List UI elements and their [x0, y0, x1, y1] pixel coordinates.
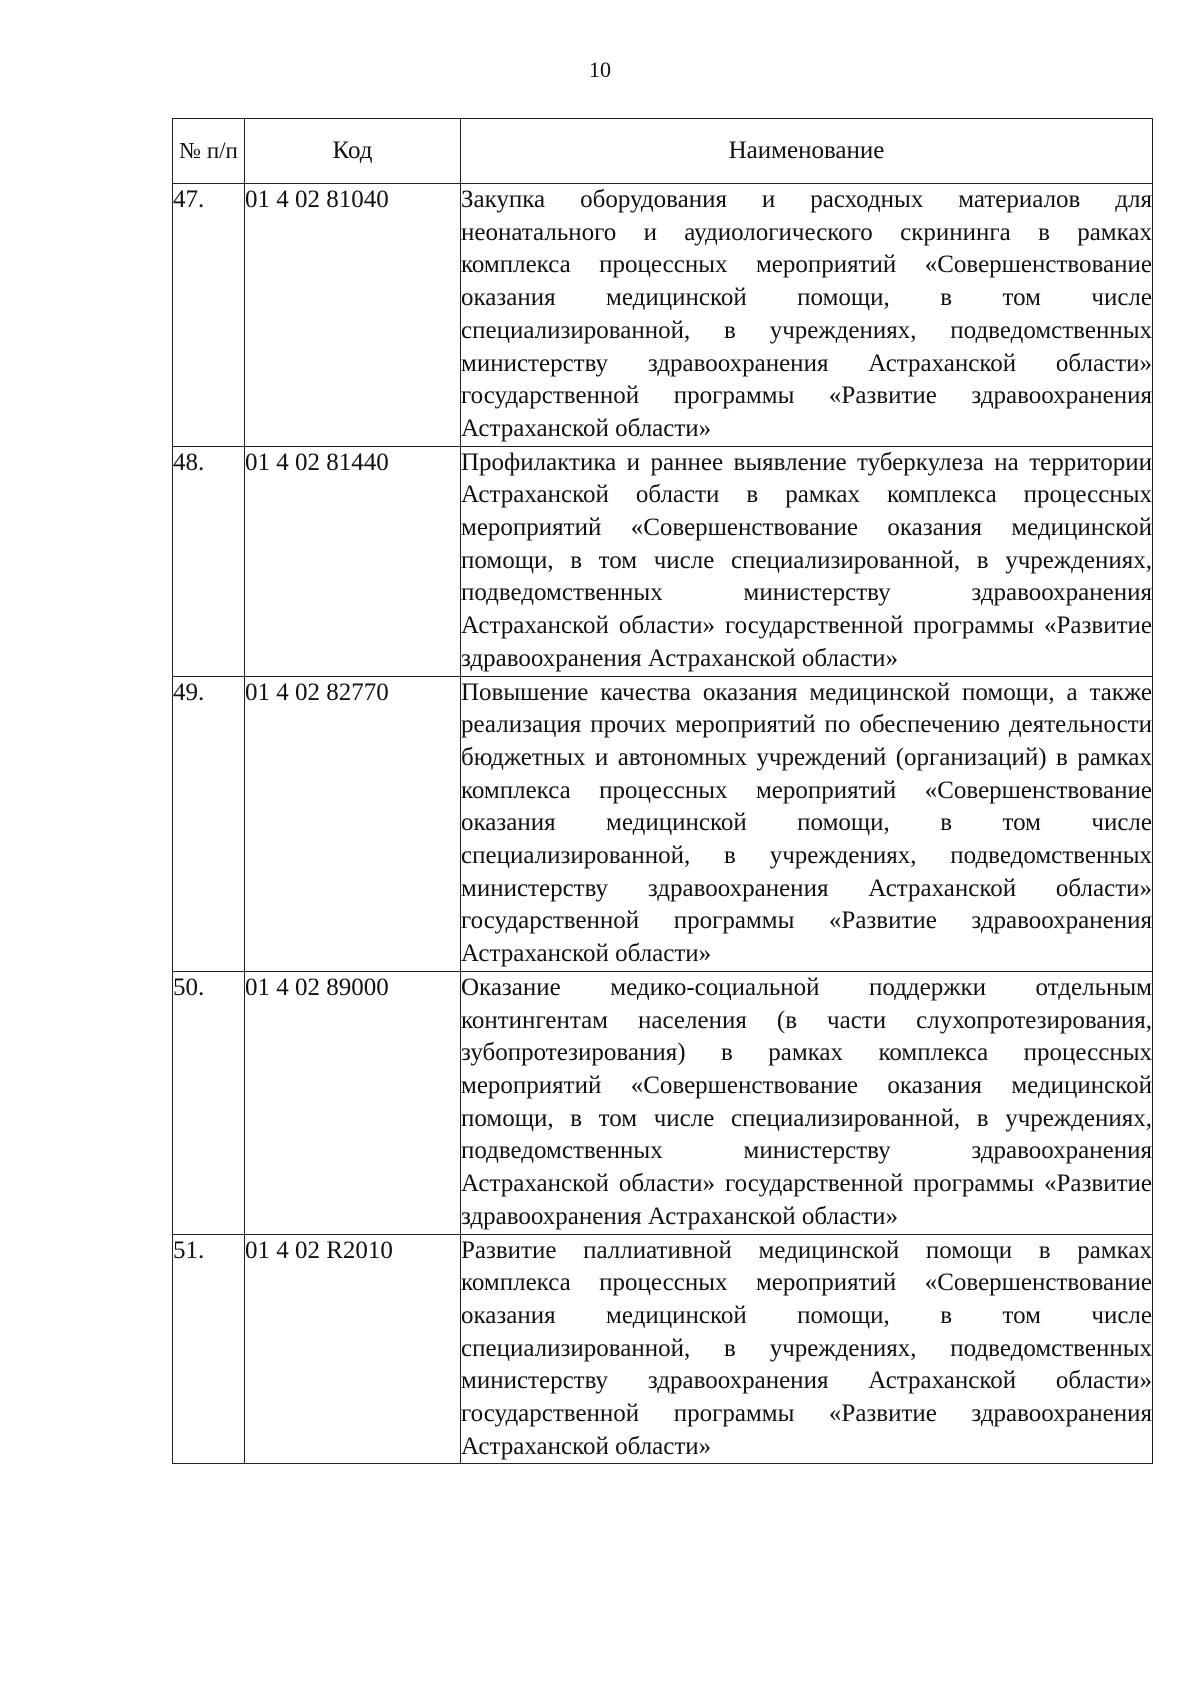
- row-code: 01 4 02 81440: [245, 446, 461, 676]
- header-code: Код: [245, 119, 461, 184]
- header-num: № п/п: [173, 119, 245, 184]
- table-body: [173, 184, 1153, 1464]
- row-name: Повышение качества оказания медицинской помощи, а также реализация прочих мероприятий по обеспечению деятельности бюджетных и автономных учреждений (организаций) в рамках комплекса процессных мероприятий «Совершенствование оказания медицинской помощи, в том числе специализированной, в учреждениях, подведомственных министерству здравоохранения Астраханской области» государственной программы «Развитие здравоохранения Астраханской области»: [461, 676, 1153, 971]
- row-name: Развитие паллиативной медицинской помощи в рамках комплекса процессных мероприятий «Совершенствование оказания медицинской помощи, в том числе специализированной, в учреждениях, подведомственных министерству здравоохранения Астраханской области» государственной программы «Развитие здравоохранения Астраханской области»: [461, 1234, 1153, 1464]
- row-number: 51.: [173, 1234, 245, 1464]
- row-code: 01 4 02 89000: [245, 971, 461, 1234]
- row-code: 01 4 02 82770: [245, 676, 461, 971]
- row-name: Профилактика и раннее выявление туберкулеза на территории Астраханской области в рамках комплекса процессных мероприятий «Совершенствование оказания медицинской помощи, в том числе специализированной, в учреждениях, подведомственных министерству здравоохранения Астраханской области» государственной программы «Развитие здравоохранения Астраханской области»: [461, 446, 1153, 676]
- row-number: 47.: [173, 184, 245, 447]
- header-row: [173, 119, 1153, 184]
- row-number: 50.: [173, 971, 245, 1234]
- table-row: [173, 676, 1153, 971]
- table-row: [173, 971, 1153, 1234]
- row-number: 48.: [173, 446, 245, 676]
- budget-codes-table: [172, 118, 1153, 1464]
- table-row: [173, 184, 1153, 447]
- table-header: [173, 119, 1153, 184]
- row-name: Закупка оборудования и расходных материалов для неонатального и аудиологического скрининга в рамках комплекса процессных мероприятий «Совершенствование оказания медицинской помощи, в том числе специализированной, в учреждениях, подведомственных министерству здравоохранения Астраханской области» государственной программы «Развитие здравоохранения Астраханской области»: [461, 184, 1153, 447]
- row-code: 01 4 02 81040: [245, 184, 461, 447]
- row-code: 01 4 02 R2010: [245, 1234, 461, 1464]
- page-number: 10: [589, 57, 611, 82]
- row-name: Оказание медико-социальной поддержки отдельным контингентам населения (в части слухопротезирования, зубопротезирования) в рамках комплекса процессных мероприятий «Совершенствование оказания медицинской помощи, в том числе специализированной, в учреждениях, подведомственных министерству здравоохранения Астраханской области» государственной программы «Развитие здравоохранения Астраханской области»: [461, 971, 1153, 1234]
- table-row: [173, 1234, 1153, 1464]
- row-number: 49.: [173, 676, 245, 971]
- header-name: Наименование: [461, 119, 1153, 184]
- table-row: [173, 446, 1153, 676]
